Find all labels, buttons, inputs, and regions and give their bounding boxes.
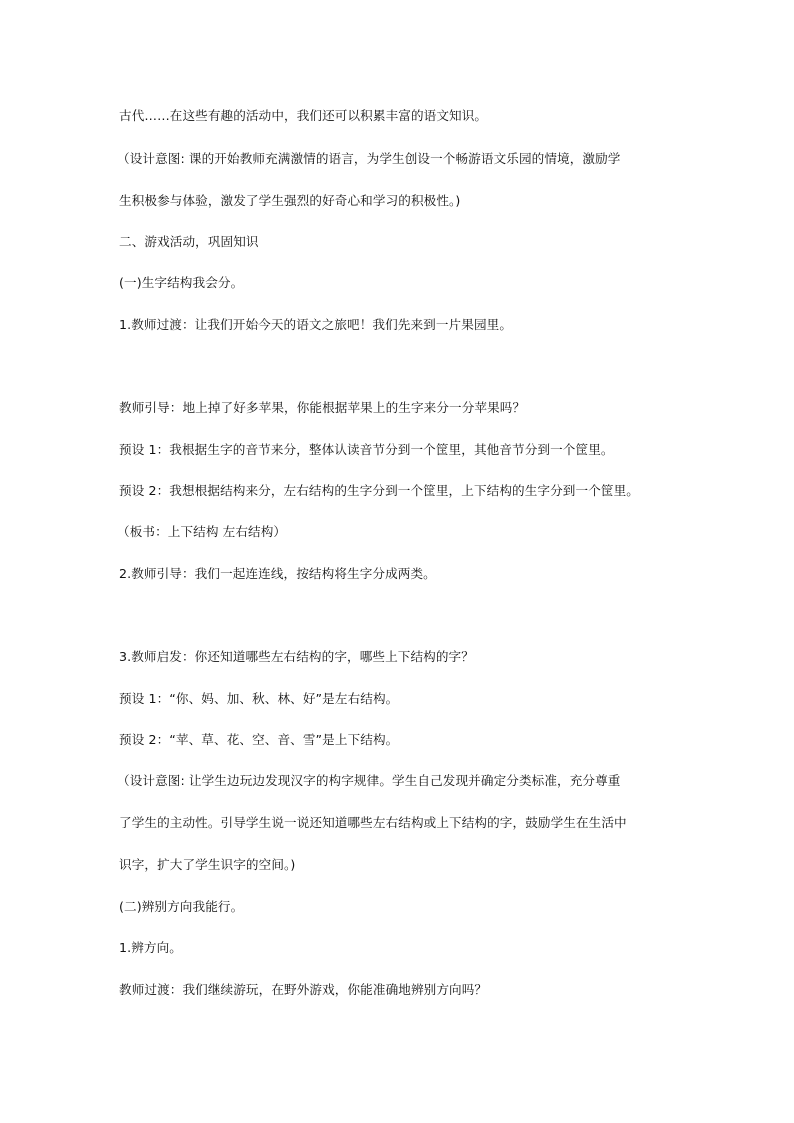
text-line: 1.教师过渡：让我们开始今天的语文之旅吧！我们先来到一片果园里。 [119,317,513,332]
text-line: 识字，扩大了学生识字的空间。) [119,857,296,872]
text-line: 2.教师引导：我们一起连连线，按结构将生字分成两类。 [119,566,436,581]
text-line: 生积极参与体验，激发了学生强烈的好奇心和学习的积极性。) [119,193,461,208]
text-line: 预设 2：“苹、草、花、空、音、雪”是上下结构。 [119,732,399,747]
text-line: 教师引导：地上掉了好多苹果，你能根据苹果上的生字来分一分苹果吗？ [119,400,526,415]
text-line: 3.教师启发：你还知道哪些左右结构的字，哪些上下结构的字？ [119,649,474,664]
text-line: 1.辨方向。 [119,940,182,955]
text-line: 古代……在这些有趣的活动中，我们还可以积累丰富的语文知识。 [119,108,488,123]
text-line: 预设 1：“你、妈、加、秋、林、好”是左右结构。 [119,691,399,706]
text-line: （设计意图: 让学生边玩边发现汉字的构字规律。学生自己发现并确定分类标准，充分尊重 [117,773,621,788]
text-line: （设计意图: 课的开始教师充满激情的语言，为学生创设一个畅游语文乐园的情境，激励学 [117,151,621,166]
text-line: 了学生的主动性。引导学生说一说还知道哪些左右结构或上下结构的字，鼓励学生在生活中 [119,815,627,830]
text-line: 教师过渡：我们继续游玩，在野外游戏，你能准确地辨别方向吗？ [119,982,488,997]
subsection-heading: (一)生字结构我会分。 [119,275,244,290]
subsection-heading: (二)辨别方向我能行。 [119,899,244,914]
text-line: 预设 2：我想根据结构来分，左右结构的生字分到一个筐里，上下结构的生字分到一个筐里。 [119,483,639,498]
text-line: （板书：上下结构 左右结构） [117,524,287,539]
section-heading: 二、游戏活动，巩固知识 [119,234,259,249]
text-line: 预设 1：我根据生字的音节来分，整体认读音节分到一个筐里，其他音节分到一个筐里。 [119,442,614,457]
